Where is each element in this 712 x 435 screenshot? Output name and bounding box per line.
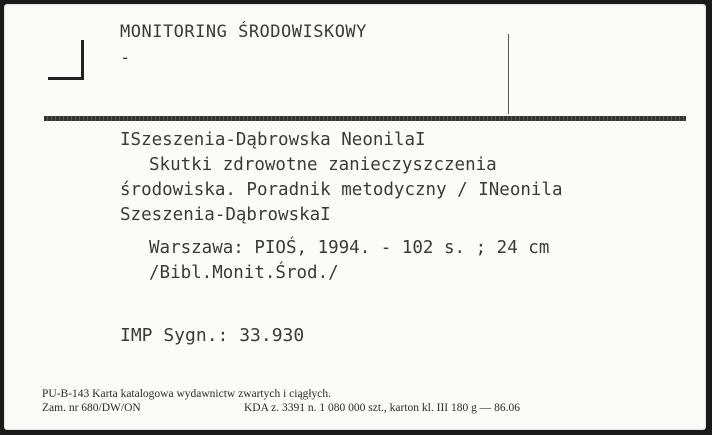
- subject-heading: MONITORING ŚRODOWISKOWY: [120, 22, 367, 42]
- responsibility-line: Szeszenia-DąbrowskaI: [120, 205, 331, 225]
- footer-print-info: KDA z. 3391 n. 1 080 000 szt., karton kl. III 180 g — 86.06: [244, 402, 520, 414]
- header-divider: [508, 34, 509, 114]
- call-number: IMP Sygn.: 33.930: [120, 325, 305, 346]
- subject-subheading: -: [120, 48, 131, 68]
- title-line: Skutki zdrowotne zanieczyszczenia: [149, 155, 497, 175]
- footer-form-line: PU-B-143 Karta katalogowa wydawnictw zwartych i ciągłych.: [42, 388, 332, 400]
- author-line: ISzeszenia-Dąbrowska NeonilaI: [120, 130, 426, 150]
- imprint-line: Warszawa: PIOŚ, 1994. - 102 s. ; 24 cm: [149, 238, 550, 258]
- corner-mark-vertical: [81, 40, 84, 80]
- series-line: /Bibl.Monit.Środ./: [149, 263, 339, 283]
- header-rule: [44, 116, 686, 121]
- footer-order-number: Zam. nr 680/DW/ON: [42, 402, 141, 414]
- catalog-card: [4, 4, 706, 430]
- title-line-continued: środowiska. Poradnik metodyczny / INeonila: [120, 180, 563, 200]
- corner-mark-horizontal: [48, 77, 84, 80]
